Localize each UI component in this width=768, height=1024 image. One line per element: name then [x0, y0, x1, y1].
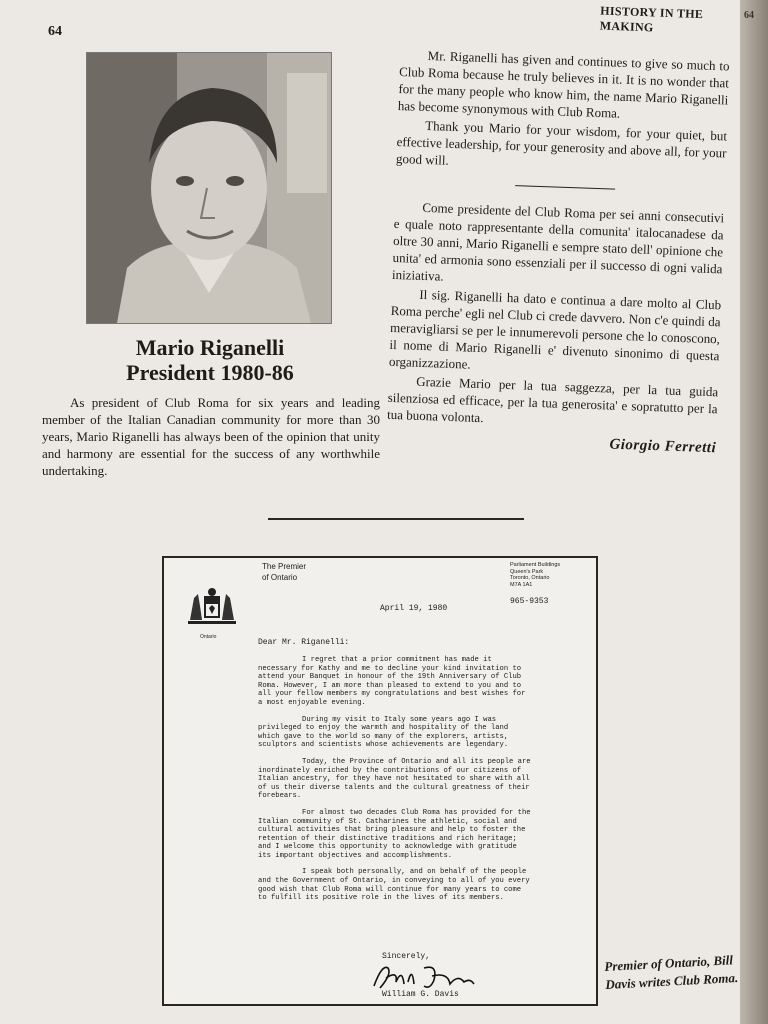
- ontario-crest-icon: [184, 586, 240, 636]
- sender-line: The Premier: [262, 562, 307, 571]
- letter-date: April 19, 1980: [380, 604, 448, 613]
- book-spine: [740, 0, 768, 1024]
- italian-paragraph: Come presidente del Club Roma per sei anni consecutivi e quale noto rappresentante della comunita' italocanadese da oltre 30 anni, Mario Riganelli e sempre stato dell' opinione che unita' ed armonia sono essenziali per il successo di ogni valida iniziativa.: [391, 199, 725, 284]
- letter-salutation: Dear Mr. Riganelli:: [258, 638, 350, 647]
- address-line: Parliament Buildings: [510, 562, 561, 568]
- facing-page-number: 64: [744, 10, 754, 21]
- running-head: HISTORY IN THE MAKING: [599, 3, 704, 35]
- article-heading-name: Mario Riganelli: [135, 335, 285, 360]
- english-paragraph: Thank you Mario for your wisdom, for your quiet, but effective leadership, for your generosity and above all, for your good will.: [395, 117, 728, 168]
- letter-sender: [262, 561, 306, 583]
- letter-paragraph: For almost two decades Club Roma has provided for the Italian community of St. Catharines the athletic, social and cultural activities that bring pleasure and help to foster the retention of their distinctive traditions and rich heritage; and I welcome this opportunity to acknowledge with gratitude its important objectives and accomplishments.: [258, 808, 531, 860]
- article-heading-title: President 1980-86: [126, 360, 294, 385]
- address-line: Toronto, Ontario: [510, 575, 550, 581]
- letter-caption: [604, 950, 756, 994]
- crest-label: Ontario: [200, 634, 217, 640]
- sender-line: of Ontario: [262, 573, 298, 582]
- letter-address: [510, 562, 560, 588]
- italian-paragraph: Grazie Mario per la tua saggezza, per la tua guida silenziosa ed efficace, per la tua generosita' e sopratutto per la tua buona volonta.: [386, 373, 719, 426]
- portrait-image: [87, 53, 331, 323]
- caption-line: Davis writes Club Roma.: [604, 970, 739, 992]
- handwritten-signature-icon: [368, 960, 478, 994]
- address-line: M7A 1A1: [510, 581, 533, 588]
- letter-paragraph: Today, the Province of Ontario and all its people are inordinately enriched by the contributions of our citizens of Italian ancestry, for they have not hesitated to share with all of us their diverse talents and the cultural greatness of their forebears.: [258, 757, 531, 801]
- right-column: [386, 46, 730, 457]
- letter-paragraph: During my visit to Italy some years ago I was privileged to enjoy the warmth and hospitality of the land which gave to the world so many of the explorers, artists, sculptors and scientists whose achievements are legendary.: [258, 715, 509, 750]
- letter-paragraph: I regret that a prior commitment has made it necessary for Kathy and me to decline your kind invitation to attend your Banquet in honour of the 19th Anniversary of Club Roma. However, I am more than pleased to extend to you and to all your fellow members my congratulations and best wishes for a most enjoyable evening.: [258, 656, 526, 707]
- section-divider: [268, 518, 524, 520]
- caption-line: Premier of Ontario, Bill: [604, 952, 734, 974]
- author-signature: Giorgio Ferretti: [609, 436, 717, 457]
- english-paragraph: As president of Club Roma for six years and leading member of the Italian Canadian community for more than 30 years, Mario Riganelli has always been of the opinion that unity and harmony are essential for the success of any worthwhile undertaking.: [42, 395, 380, 478]
- italian-paragraph: Il sig. Riganelli ha dato e continua a dare molto al Club Roma perche' egli nel Club ci crede davvero. Non c'e quindi da meravigliarsi se per le innumerevoli persone che lo conoscono, il nome di Mario Riganelli e' divenuto sinonimo di questa organizzazione.: [388, 286, 722, 372]
- letter-closing: Sincerely,: [382, 952, 431, 961]
- english-column-start: [42, 394, 380, 479]
- letter-phone: 965-9353: [510, 597, 549, 606]
- page-number: 64: [48, 24, 62, 39]
- portrait-photo: [86, 52, 332, 324]
- premier-letter: [162, 556, 598, 1006]
- english-paragraph: Mr. Riganelli has given and continues to give so much to Club Roma because he truly believes in it. It is no wonder that for the many people who know him, the name Mario Riganelli has become synonymous with Club Roma.: [397, 47, 730, 121]
- letter-paragraph: I speak both personally, and on behalf of the people and the Government of Ontario, in conveying to all of you every good wish that Club Roma will continue for many years to come to fulfill its positive role in the lives of its members.: [258, 868, 530, 903]
- address-line: Queen's Park: [510, 568, 544, 575]
- column-divider: [515, 185, 615, 189]
- letter-signer: William G. Davis: [382, 990, 459, 999]
- letter-body: [258, 656, 534, 911]
